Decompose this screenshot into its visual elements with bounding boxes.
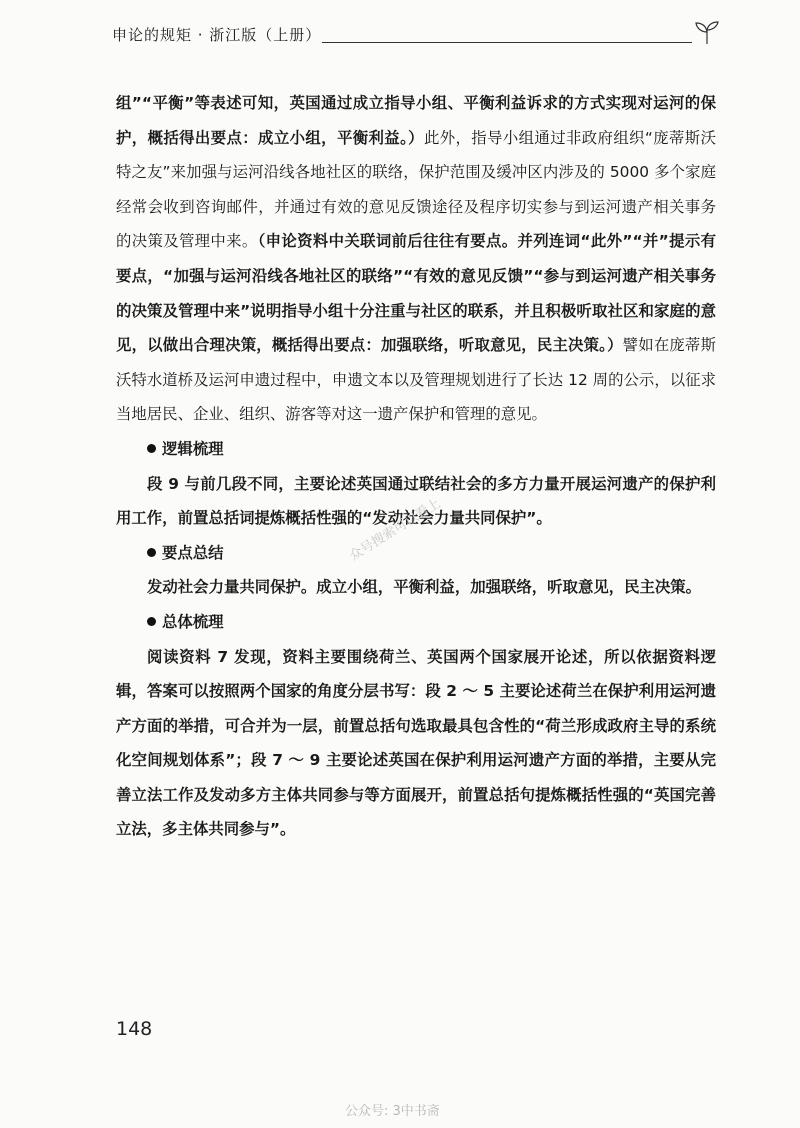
section-heading: 要点总结 <box>116 536 716 571</box>
header-rule <box>322 42 692 43</box>
bullet-icon <box>147 548 156 557</box>
book-title: 申论的规矩 · 浙江版（上册） <box>112 26 322 44</box>
paragraph-continuation <box>116 86 716 432</box>
section-text: 发动社会力量共同保护。成立小组，平衡利益，加强联络，听取意见，民主决策。 <box>147 578 702 597</box>
page-number: 148 <box>116 1018 153 1040</box>
sprout-icon <box>692 20 722 46</box>
section-heading: 总体梳理 <box>116 605 716 640</box>
section-text: 阅读资料 7 发现，资料主要围绕荷兰、英国两个国家展开论述，所以依据资料逻辑，答案可以按照两个国家的角度分层书写：段 2 ～ 5 主要论述荷兰在保护利用运河遗产方面的举措，可合并为一层，前置总括句选取最具包含性的“荷兰形成政府主导的系统化空间规划体系”；段 7 ～ 9 主要论述英国在保护利用运河遗产方面的举措，主要从完善立法工作及发动多方主体共同参与等方面展开，前置总括句提炼概括性强的“英国完善立法，多主体共同参与”。 <box>116 647 716 839</box>
bullet-icon <box>147 617 156 626</box>
annotation-text: 组”“平衡”等表述可知，英国通过成立指导小组、平衡利益诉求的方式实现对运河的保护，概括得出要点：成立小组，平衡利益。） <box>116 94 716 147</box>
watermark: 众号搜索可以看上 <box>347 496 444 565</box>
section-text: 段 9 与前几段不同，主要论述英国通过联结社会的多方力量开展运河遗产的保护利用工作，前置总括词提炼概括性强的“发动社会力量共同保护”。 <box>116 474 716 528</box>
annotation-text: （申论资料中关联词前后往往有要点。并列连词“此外”“并”提示有要点，“加强与运河沿线各地社区的联络”“有效的意见反馈”“参与到运河遗产相关事务的决策及管理中来”说明指导小组十分注重与社区的联系，并且积极听取社区和家庭的意见，以做出合理决策，概括得出要点：加强联络，听取意见，民主决策。） <box>116 232 716 355</box>
bullet-icon <box>147 444 156 453</box>
running-header <box>112 18 722 48</box>
source-text: 譬如在庞蒂斯沃特水道桥及运河申遗过程中，申遗文本以及管理规划进行了长达 12 周的公示，以征求当地居民、企业、组织、游客等对这一遗产保护和管理的意见。 <box>116 336 716 424</box>
section-heading: 逻辑梳理 <box>116 432 716 467</box>
footer-watermark: 公众号: 3中书斋 <box>345 1104 440 1119</box>
main-text <box>116 86 716 847</box>
source-text: 此外，指导小组通过非政府组织“庞蒂斯沃特之友”来加强与运河沿线各地社区的联络，保护范围及缓冲区内涉及的 5000 多个家庭经常会收到咨询邮件，并通过有效的意见反馈途径及程序切实参与到运河遗产相关事务的决策及管理中来。 <box>116 128 716 251</box>
